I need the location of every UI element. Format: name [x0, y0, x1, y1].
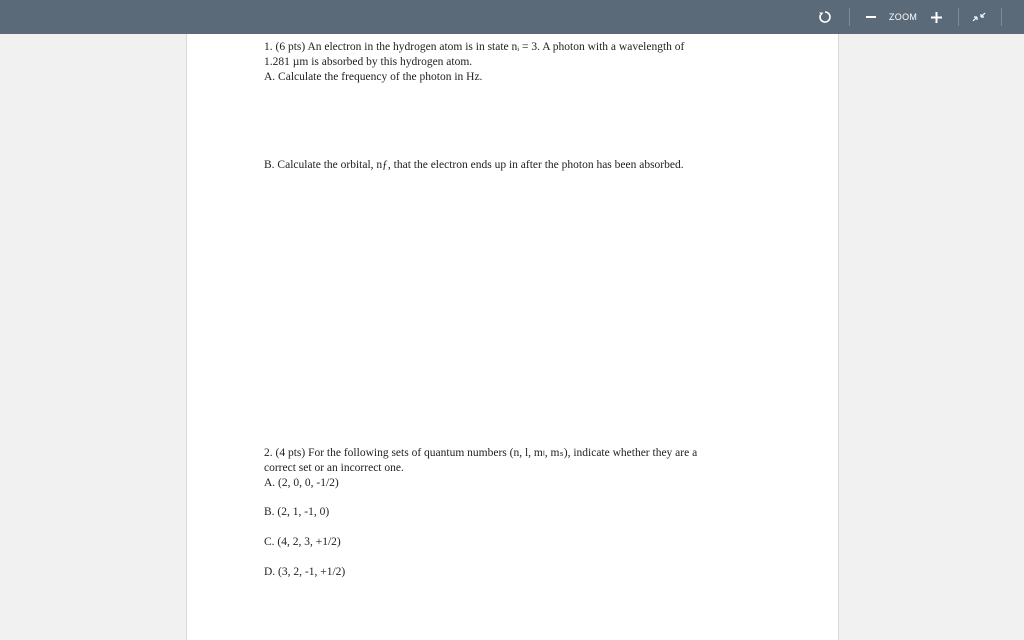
question-2-option-d: D. (3, 2, -1, +1/2): [264, 566, 346, 578]
question-2-line-2: correct set or an incorrect one.: [264, 462, 404, 474]
collapse-icon: [972, 11, 986, 23]
zoom-in-icon: [931, 12, 942, 23]
zoom-out-icon: [866, 12, 876, 22]
question-2-option-c: C. (4, 2, 3, +1/2): [264, 536, 341, 548]
toolbar-separator: [849, 8, 850, 26]
rotate-icon: [818, 10, 832, 24]
zoom-out-button[interactable]: [862, 0, 880, 34]
viewer-toolbar: [0, 0, 1024, 34]
collapse-button[interactable]: [968, 0, 990, 34]
question-1-part-a: A. Calculate the frequency of the photon in Hz.: [264, 71, 483, 83]
toolbar-separator: [958, 8, 959, 26]
question-2-line-1: 2. (4 pts) For the following sets of quantum numbers (n, l, mₗ, mₛ), indicate whether they are a: [264, 447, 698, 459]
rotate-button[interactable]: [812, 0, 838, 34]
zoom-label: ZOOM: [889, 12, 918, 22]
question-1-line-2: 1.281 µm is absorbed by this hydrogen atom.: [264, 56, 473, 68]
question-1-line-1: 1. (6 pts) An electron in the hydrogen atom is in state nᵢ = 3. A photon with a wavelength of: [264, 41, 685, 53]
question-1-part-b: B. Calculate the orbital, nƒ, that the electron ends up in after the photon has been absorbed.: [264, 159, 684, 171]
toolbar-separator: [1001, 8, 1002, 26]
document-page: [186, 34, 839, 640]
question-2-option-b: B. (2, 1, -1, 0): [264, 506, 330, 518]
document-viewer[interactable]: [0, 34, 1024, 640]
question-2-option-a: A. (2, 0, 0, -1/2): [264, 477, 339, 489]
zoom-in-button[interactable]: [927, 0, 945, 34]
